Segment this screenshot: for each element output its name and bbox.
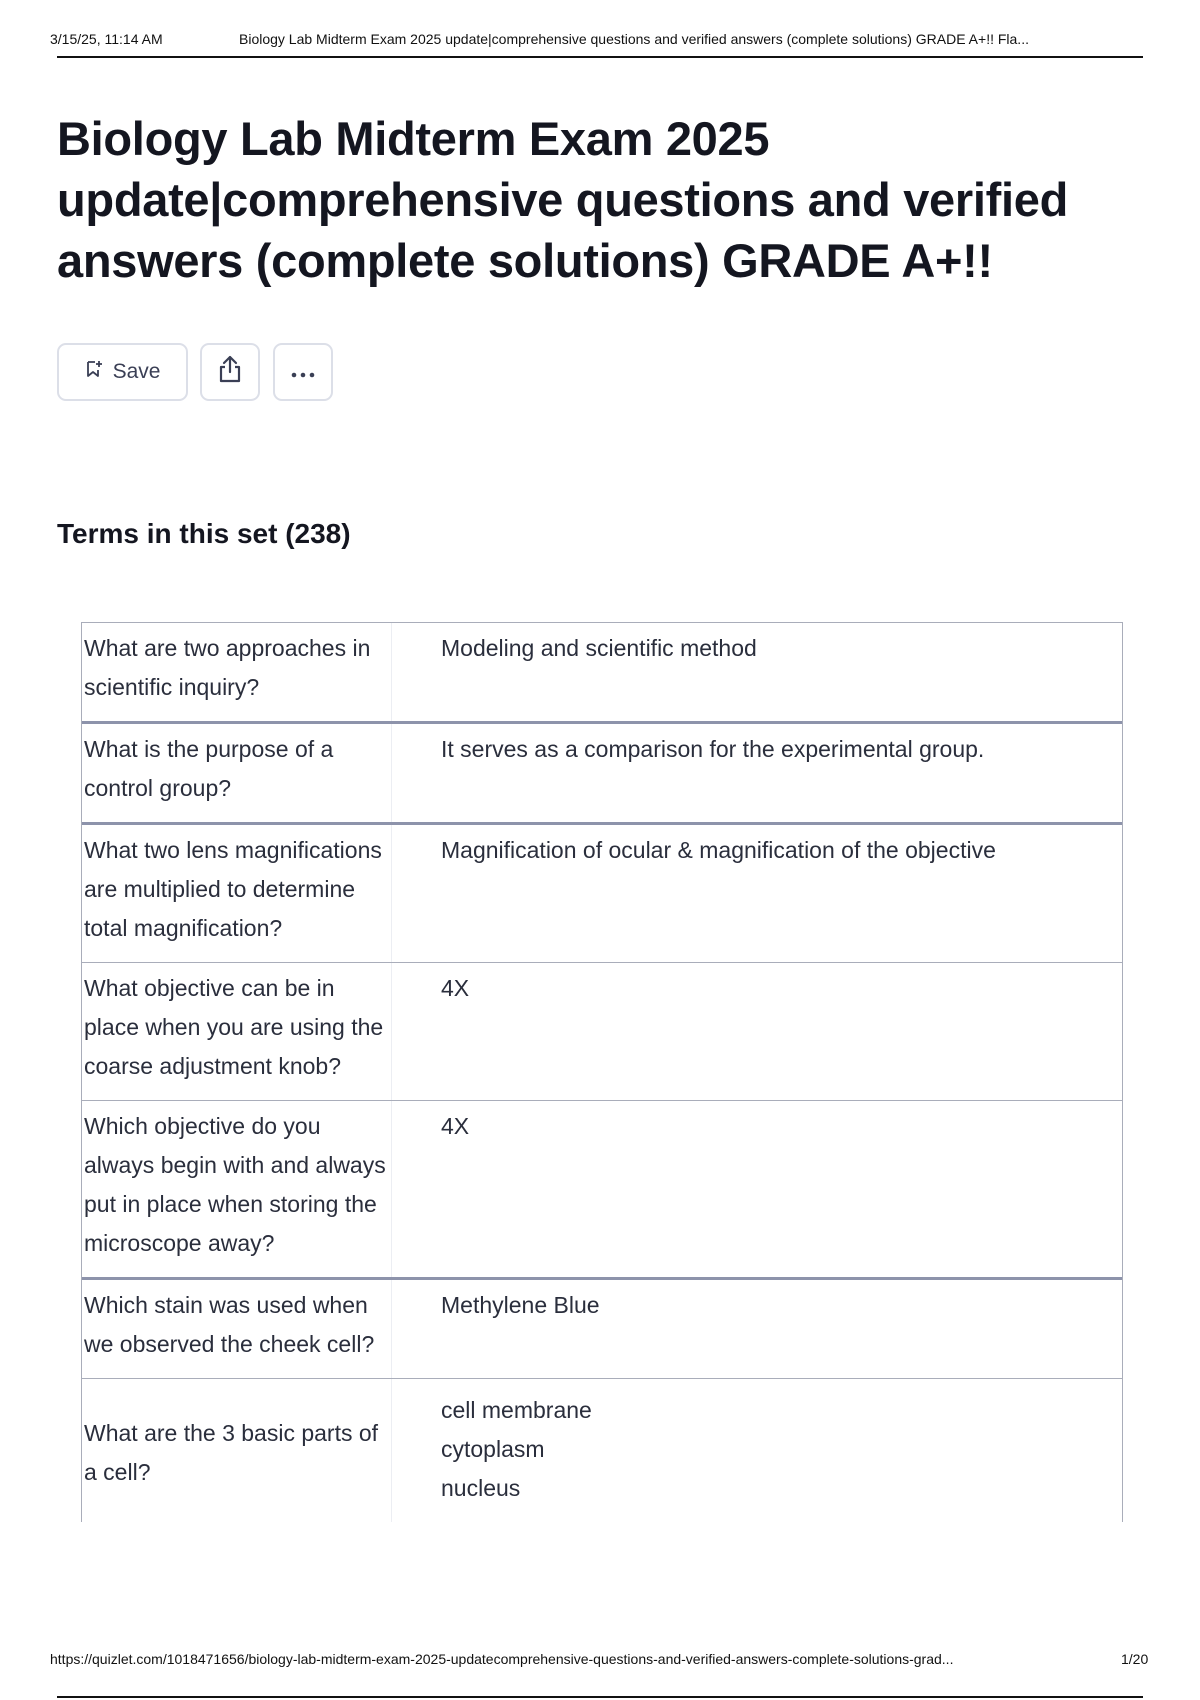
term-text: What is the purpose of a control group? — [82, 724, 392, 822]
print-header — [0, 0, 1200, 58]
term-text: What are two approaches in scientific inquiry? — [82, 623, 392, 721]
print-doc-title: Biology Lab Midterm Exam 2025 update|comprehensive questions and verified answers (complete solutions) GRADE A+!! Fla... — [239, 31, 1029, 47]
more-icon — [290, 360, 316, 384]
header-divider — [57, 56, 1143, 58]
term-row — [82, 721, 1122, 822]
term-text: What are the 3 basic parts of a cell? — [82, 1379, 392, 1522]
share-icon — [216, 354, 244, 390]
term-text: Which stain was used when we observed the cheek cell? — [82, 1280, 392, 1378]
term-row — [82, 1100, 1122, 1277]
definition-text: Methylene Blue — [441, 1292, 600, 1318]
print-url: https://quizlet.com/1018471656/biology-lab-midterm-exam-2025-updatecomprehensive-questions-and-verified-answers-complete-solutions-grad... — [50, 1651, 954, 1667]
bookmark-plus-icon — [85, 360, 113, 384]
terms-table — [81, 622, 1123, 1522]
share-button[interactable] — [200, 343, 260, 401]
term-row — [82, 822, 1122, 962]
save-label: Save — [112, 360, 161, 383]
definition-text: 4X — [441, 1113, 470, 1139]
definition-text: It serves as a comparison for the experimental group. — [441, 736, 985, 762]
term-row — [82, 1378, 1122, 1522]
term-row — [82, 622, 1122, 721]
save-button[interactable] — [57, 343, 188, 401]
term-text: What two lens magnifications are multiplied to determine total magnification? — [82, 825, 392, 962]
term-text: Which objective do you always begin with and always put in place when storing the microscope away? — [82, 1101, 392, 1277]
print-page-number: 1/20 — [1121, 1651, 1149, 1667]
term-row — [82, 962, 1122, 1100]
terms-count-heading: Terms in this set (238) — [57, 518, 351, 549]
footer-divider — [57, 1696, 1143, 1698]
definition-text: Modeling and scientific method — [441, 635, 757, 661]
term-text: What objective can be in place when you are using the coarse adjustment knob? — [82, 963, 392, 1100]
definition-text: 4X — [441, 975, 470, 1001]
definition-text: cell membrane cytoplasm nucleus — [441, 1397, 592, 1501]
more-button[interactable] — [273, 343, 333, 401]
print-datetime: 3/15/25, 11:14 AM — [50, 31, 163, 47]
term-row — [82, 1277, 1122, 1378]
page-title: Biology Lab Midterm Exam 2025 update|comprehensive questions and verified answers (complete solutions) GRADE A+!! — [57, 112, 1069, 287]
definition-text: Magnification of ocular & magnification of the objective — [441, 837, 996, 863]
print-footer — [0, 1640, 1200, 1700]
